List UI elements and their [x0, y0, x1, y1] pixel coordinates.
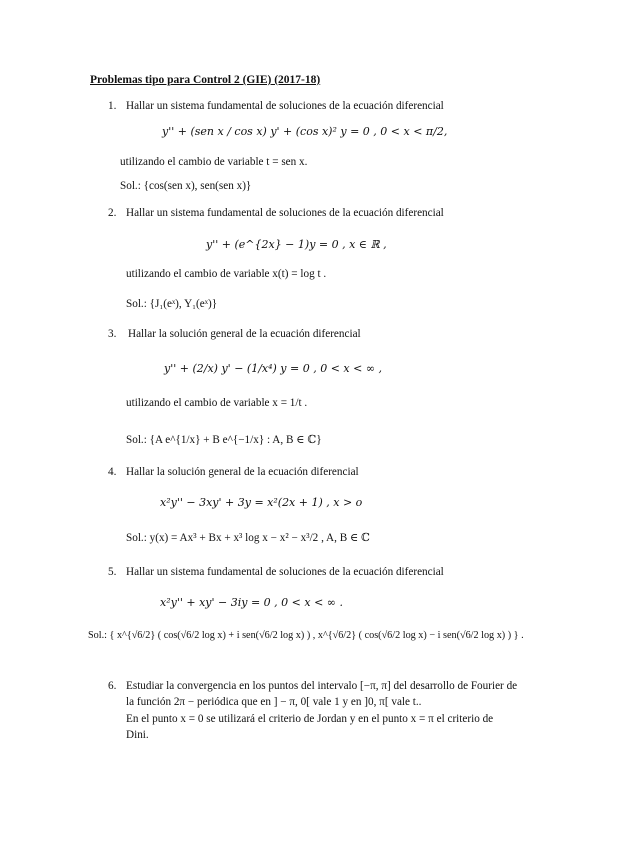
- problem-equation: y'' + (sen x / cos x) y' + (cos x)² y = 0 , 0 < x < π/2,: [162, 125, 448, 138]
- problem-statement: Hallar un sistema fundamental de soluciones de la ecuación diferencial: [126, 100, 444, 112]
- problem-statement: Hallar la solución general de la ecuación diferencial: [128, 328, 361, 340]
- problem-equation: x²y'' − 3xy' + 3y = x²(2x + 1) , x > o: [160, 496, 363, 509]
- problem-number: 4.: [108, 466, 117, 478]
- problem-solution: Sol.: {cos(sen x), sen(sen x)}: [120, 180, 252, 192]
- problem-equation: y'' + (2/x) y' − (1/x⁴) y = 0 , 0 < x < ∞ ,: [164, 362, 382, 375]
- problem-number: 3.: [108, 328, 117, 340]
- problem-solution: Sol.: y(x) = Ax³ + Bx + x³ log x − x² − x³/2 , A, B ∈ ℂ: [126, 532, 370, 544]
- paragraph-line: Estudiar la convergencia en los puntos del intervalo [−π, π] del desarrollo de Fourier de: [126, 680, 518, 692]
- problem-equation: x²y'' + xy' − 3iy = 0 , 0 < x < ∞ .: [160, 596, 343, 609]
- problem-equation: y'' + (e^{2x} − 1)y = 0 , x ∈ ℝ ,: [206, 238, 387, 251]
- page-title: Problemas tipo para Control 2 (GIE) (2017-18): [90, 74, 321, 86]
- problem-number: 2.: [108, 207, 117, 219]
- problem-solution: Sol.: { x^{√6/2} ( cos(√6/2 log x) + i sen(√6/2 log x) ) , x^{√6/2} ( cos(√6/2 log x) − i sen(√6/2 log x) ) } .: [88, 630, 524, 641]
- problem-solution: Sol.: {J₁(eˣ), Y₁(eˣ)}: [126, 298, 218, 310]
- paragraph-line: la función 2π − periódica que en ] − π, 0[ vale 1 y en ]0, π[ vale t..: [126, 696, 422, 708]
- paragraph-line: Dini.: [126, 729, 149, 741]
- problem-statement: Hallar un sistema fundamental de soluciones de la ecuación diferencial: [126, 207, 444, 219]
- problem-number: 6.: [108, 680, 117, 692]
- problem-solution: Sol.: {A e^{1/x} + B e^{−1/x} : A, B ∈ ℂ}: [126, 434, 322, 446]
- problem-statement: Hallar un sistema fundamental de soluciones de la ecuación diferencial: [126, 566, 444, 578]
- problem-method: utilizando el cambio de variable t = sen x.: [120, 156, 308, 168]
- problem-statement: Hallar la solución general de la ecuación diferencial: [126, 466, 359, 478]
- problem-number: 5.: [108, 566, 117, 578]
- problem-number: 1.: [108, 100, 117, 112]
- problem-method: utilizando el cambio de variable x = 1/t .: [126, 397, 308, 409]
- problem-method: utilizando el cambio de variable x(t) = log t .: [126, 268, 327, 280]
- paragraph-line: En el punto x = 0 se utilizará el criterio de Jordan y en el punto x = π el criterio de: [126, 713, 494, 725]
